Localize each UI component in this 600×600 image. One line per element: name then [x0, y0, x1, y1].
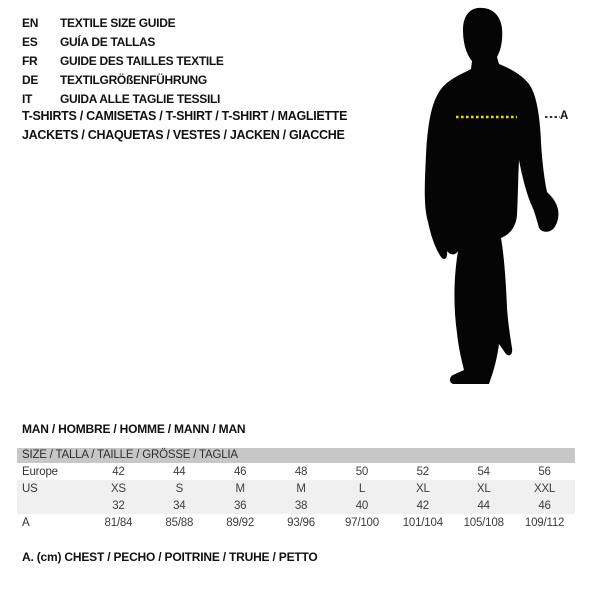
table-cell: 89/92 — [226, 516, 255, 529]
table-cell: XS — [110, 482, 126, 495]
product-line-tshirts: T-SHIRTS / CAMISETAS / T-SHIRT / T-SHIRT / MAGLIETTE — [22, 109, 348, 123]
size-table — [17, 448, 575, 531]
table-cell: 44 — [477, 499, 490, 512]
table-cell: 54 — [477, 465, 490, 478]
table-cell: 93/96 — [287, 516, 315, 529]
language-code: FR — [22, 53, 38, 68]
language-code: DE — [22, 72, 39, 87]
table-row-us-numeric — [17, 497, 575, 514]
table-cell: 56 — [538, 465, 551, 478]
row-label: A — [22, 516, 30, 529]
language-row — [22, 70, 224, 89]
table-cell: 101/104 — [402, 516, 443, 529]
man-silhouette-shape — [425, 8, 559, 384]
table-cell: 32 — [112, 499, 125, 512]
table-cell: XL — [415, 482, 430, 495]
man-silhouette-svg — [420, 0, 565, 392]
language-label: TEXTILGRÖßENFÜHRUNG — [60, 72, 207, 87]
table-cell: 85/88 — [165, 516, 194, 529]
table-cell: 97/100 — [344, 516, 379, 529]
table-cell: 44 — [173, 465, 186, 478]
table-cell: 46 — [233, 465, 247, 478]
language-label: GUIDA ALLE TAGLIE TESSILI — [60, 91, 221, 106]
product-types — [22, 107, 347, 145]
size-table-header: SIZE / TALLA / TAILLE / GRÖSSE / TAGLIA — [17, 448, 575, 463]
table-cell: 52 — [416, 465, 430, 478]
row-label: Europe — [22, 465, 58, 478]
table-row-us — [17, 480, 575, 497]
table-cell: XXL — [533, 482, 556, 495]
language-row — [22, 51, 224, 70]
table-cell: 50 — [355, 465, 369, 478]
table-cell: L — [358, 482, 366, 495]
table-row-europe — [17, 463, 575, 480]
table-cell: 46 — [538, 499, 551, 512]
language-label: TEXTILE SIZE GUIDE — [60, 15, 176, 30]
table-cell: XL — [476, 482, 491, 495]
table-cell: 42 — [112, 465, 125, 478]
row-label: US — [22, 482, 38, 495]
table-cell: 81/84 — [104, 516, 133, 529]
table-cell: 105/108 — [463, 516, 504, 529]
table-cell: M — [235, 482, 245, 495]
language-label: GUIDE DES TAILLES TEXTILE — [60, 53, 224, 68]
language-row — [22, 13, 224, 32]
table-cell: 34 — [173, 499, 186, 512]
language-code: EN — [22, 15, 39, 30]
table-cell: M — [296, 482, 306, 495]
table-cell: 42 — [416, 499, 430, 512]
language-row — [22, 32, 224, 51]
man-silhouette-figure — [420, 0, 565, 392]
language-label: GUÍA DE TALLAS — [60, 34, 156, 49]
table-cell: S — [175, 482, 184, 495]
language-guide-list — [22, 13, 224, 108]
language-code: IT — [22, 91, 33, 106]
table-cell: 40 — [355, 499, 369, 512]
measurement-footnote: A. (cm) CHEST / PECHO / POITRINE / TRUHE / PETTO — [22, 550, 318, 564]
language-code: ES — [22, 34, 38, 49]
table-cell: 38 — [294, 499, 308, 512]
product-line-jackets: JACKETS / CHAQUETAS / VESTES / JACKEN / GIACCHE — [22, 128, 345, 142]
table-cell: 48 — [294, 465, 308, 478]
table-cell: 36 — [233, 499, 247, 512]
language-row — [22, 89, 224, 108]
table-cell: 109/112 — [524, 516, 565, 529]
section-title: MAN / HOMBRE / HOMME / MANN / MAN — [22, 422, 246, 436]
table-row-chest-a — [17, 514, 575, 531]
measure-label-a: A — [560, 110, 569, 122]
